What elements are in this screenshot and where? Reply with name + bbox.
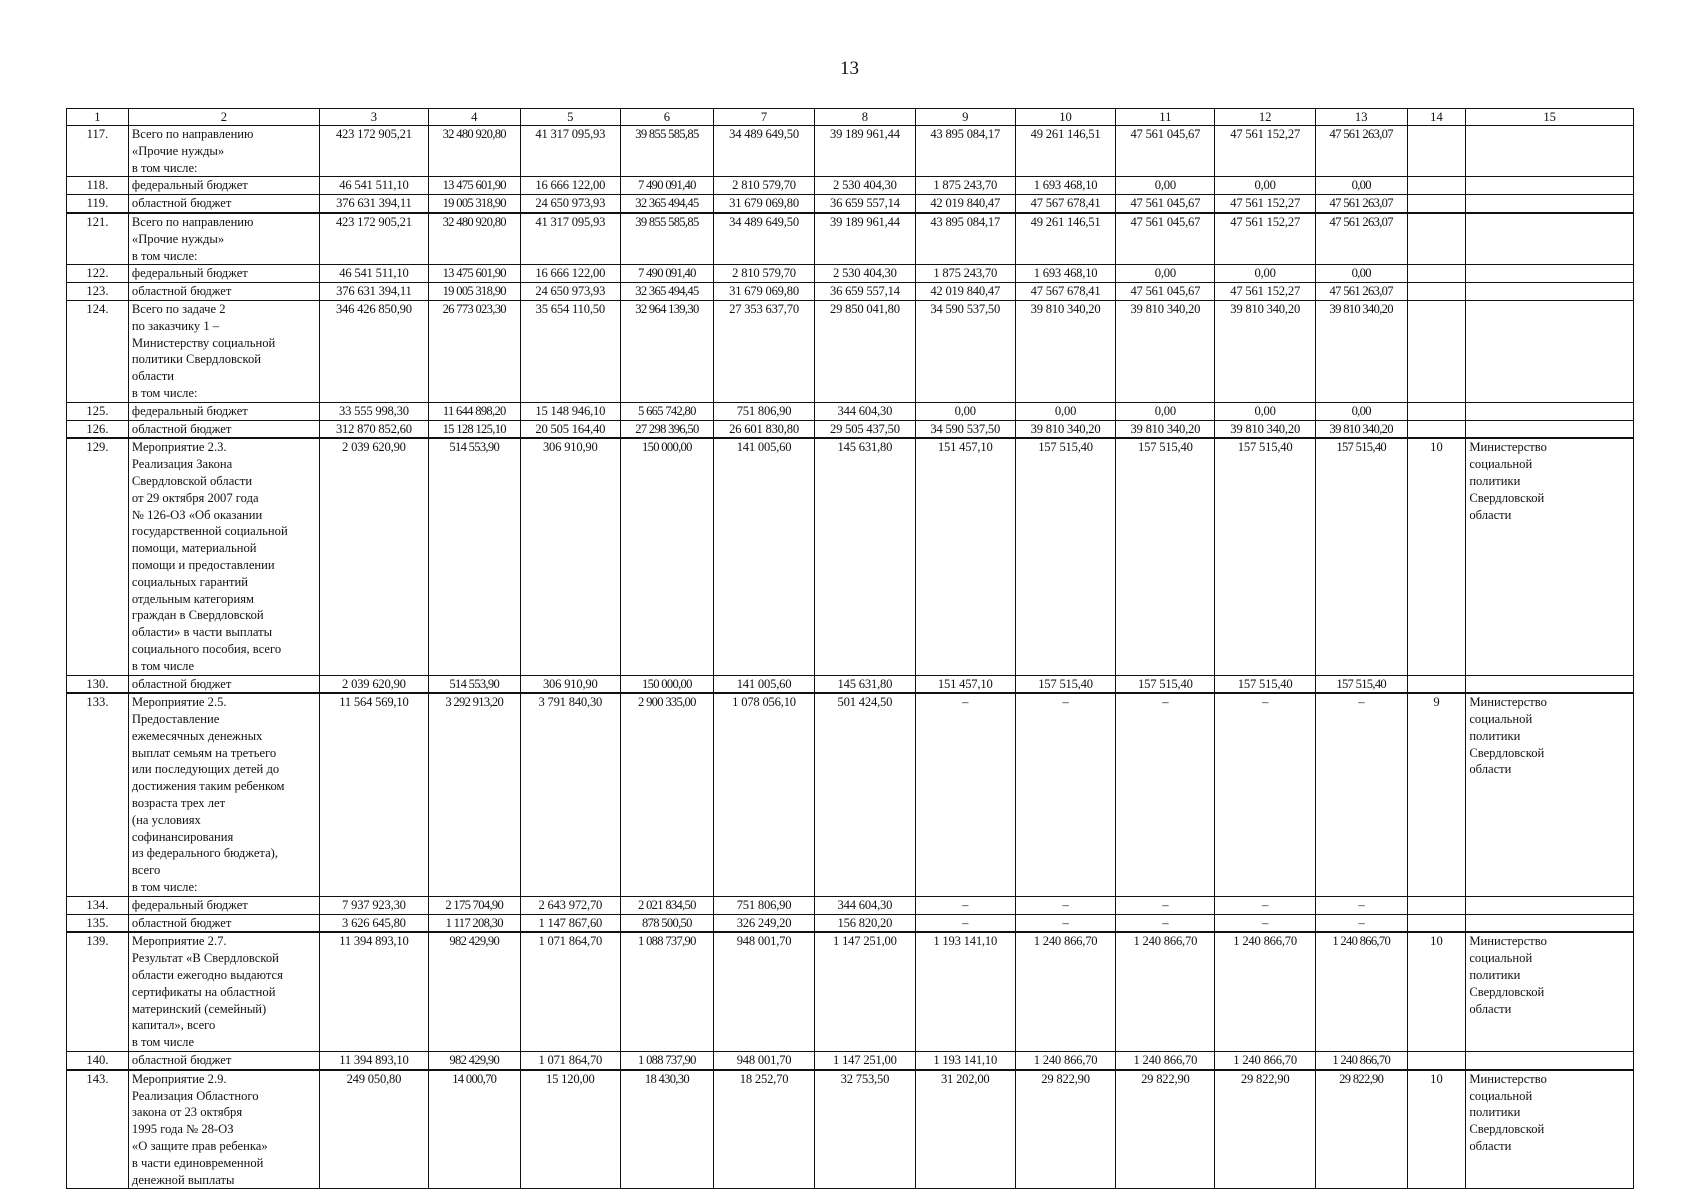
value-cell-col-8: 501 424,50	[815, 693, 915, 896]
target-indicator-cell: 10	[1407, 438, 1466, 675]
value-cell-col-10: –	[1015, 896, 1115, 914]
value-cell-col-7: 751 806,90	[713, 896, 814, 914]
value-cell-col-5: 3 791 840,30	[520, 693, 620, 896]
table-body	[67, 126, 1634, 1189]
value-cell-col-13: 47 561 263,07	[1315, 283, 1407, 301]
row-number-cell: 139.	[67, 932, 129, 1051]
value-cell-col-12: 1 240 866,70	[1215, 1052, 1315, 1070]
value-cell-col-12: –	[1215, 693, 1315, 896]
value-cell-col-12: 47 561 152,27	[1215, 213, 1315, 265]
value-cell-col-9: –	[915, 896, 1015, 914]
row-name-cell: Мероприятие 2.5. Предоставление ежемесячных денежных выплат семьям на третьего или последующих детей до достижения таким ребенком возраста трех лет (на условиях софинансирования из федерального бюджета), всего в том числе:	[128, 693, 319, 896]
responsible-executor-cell	[1466, 195, 1634, 213]
value-cell-col-11: –	[1116, 896, 1215, 914]
table-row	[67, 265, 1634, 283]
value-cell-col-10: 0,00	[1015, 402, 1115, 420]
value-cell-col-10: 47 567 678,41	[1015, 283, 1115, 301]
row-number-cell: 117.	[67, 126, 129, 177]
column-header-5: 5	[520, 109, 620, 126]
value-cell-col-12: 39 810 340,20	[1215, 300, 1315, 402]
value-cell-col-6: 7 490 091,40	[620, 265, 713, 283]
value-cell-col-13: 29 822,90	[1315, 1070, 1407, 1189]
column-header-8: 8	[815, 109, 915, 126]
value-cell-col-6: 32 365 494,45	[620, 195, 713, 213]
row-number-cell: 140.	[67, 1052, 129, 1070]
value-cell-col-4: 13 475 601,90	[428, 265, 520, 283]
value-cell-col-8: 1 147 251,00	[815, 932, 915, 1051]
value-cell-col-8: 145 631,80	[815, 438, 915, 675]
column-header-3: 3	[319, 109, 428, 126]
value-cell-col-6: 32 365 494,45	[620, 283, 713, 301]
target-indicator-cell: 10	[1407, 1070, 1466, 1189]
budget-table	[66, 108, 1634, 1189]
value-cell-col-8: 156 820,20	[815, 914, 915, 932]
value-cell-col-3: 33 555 998,30	[319, 402, 428, 420]
row-number-cell: 122.	[67, 265, 129, 283]
value-cell-col-7: 948 001,70	[713, 1052, 814, 1070]
value-cell-col-12: 47 561 152,27	[1215, 126, 1315, 177]
column-header-14: 14	[1407, 109, 1466, 126]
row-name-cell: Всего по направлению «Прочие нужды» в том числе:	[128, 213, 319, 265]
target-indicator-cell	[1407, 195, 1466, 213]
value-cell-col-12: 0,00	[1215, 177, 1315, 195]
row-number-cell: 143.	[67, 1070, 129, 1189]
row-number-cell: 135.	[67, 914, 129, 932]
column-header-4: 4	[428, 109, 520, 126]
value-cell-col-11: 0,00	[1116, 265, 1215, 283]
value-cell-col-13: 157 515,40	[1315, 438, 1407, 675]
value-cell-col-12: –	[1215, 914, 1315, 932]
row-number-cell: 133.	[67, 693, 129, 896]
value-cell-col-3: 11 394 893,10	[319, 932, 428, 1051]
value-cell-col-13: –	[1315, 693, 1407, 896]
value-cell-col-7: 1 078 056,10	[713, 693, 814, 896]
row-number-cell: 119.	[67, 195, 129, 213]
value-cell-col-8: 344 604,30	[815, 402, 915, 420]
row-name-cell: федеральный бюджет	[128, 402, 319, 420]
table-row	[67, 283, 1634, 301]
value-cell-col-3: 46 541 511,10	[319, 265, 428, 283]
value-cell-col-7: 34 489 649,50	[713, 126, 814, 177]
target-indicator-cell	[1407, 896, 1466, 914]
responsible-executor-cell	[1466, 914, 1634, 932]
value-cell-col-13: 1 240 866,70	[1315, 932, 1407, 1051]
value-cell-col-13: 1 240 866,70	[1315, 1052, 1407, 1070]
value-cell-col-13: –	[1315, 896, 1407, 914]
value-cell-col-5: 2 643 972,70	[520, 896, 620, 914]
value-cell-col-11: 39 810 340,20	[1116, 300, 1215, 402]
value-cell-col-6: 2 900 335,00	[620, 693, 713, 896]
value-cell-col-4: 19 005 318,90	[428, 195, 520, 213]
row-number-cell: 123.	[67, 283, 129, 301]
value-cell-col-10: 1 240 866,70	[1015, 1052, 1115, 1070]
column-header-2: 2	[128, 109, 319, 126]
table-row	[67, 675, 1634, 693]
row-name-cell: федеральный бюджет	[128, 896, 319, 914]
value-cell-col-4: 32 480 920,80	[428, 213, 520, 265]
value-cell-col-8: 36 659 557,14	[815, 283, 915, 301]
value-cell-col-13: 39 810 340,20	[1315, 300, 1407, 402]
value-cell-col-8: 344 604,30	[815, 896, 915, 914]
value-cell-col-7: 2 810 579,70	[713, 265, 814, 283]
value-cell-col-3: 376 631 394,11	[319, 283, 428, 301]
value-cell-col-8: 1 147 251,00	[815, 1052, 915, 1070]
value-cell-col-4: 19 005 318,90	[428, 283, 520, 301]
value-cell-col-4: 982 429,90	[428, 1052, 520, 1070]
value-cell-col-13: 47 561 263,07	[1315, 195, 1407, 213]
value-cell-col-11: 47 561 045,67	[1116, 213, 1215, 265]
value-cell-col-6: 1 088 737,90	[620, 1052, 713, 1070]
value-cell-col-10: –	[1015, 693, 1115, 896]
column-header-13: 13	[1315, 109, 1407, 126]
row-name-cell: Всего по направлению «Прочие нужды» в том числе:	[128, 126, 319, 177]
row-name-cell: Мероприятие 2.3. Реализация Закона Свердловской области от 29 октября 2007 года № 126-ОЗ «Об оказании государственной социальной помощи, материальной помощи и предоставлении социальных гарантий отдельным категориям граждан в Свердловской области» в части выплаты социального пособия, всего в том числе	[128, 438, 319, 675]
responsible-executor-cell	[1466, 300, 1634, 402]
value-cell-col-13: –	[1315, 914, 1407, 932]
value-cell-col-6: 1 088 737,90	[620, 932, 713, 1051]
row-name-cell: областной бюджет	[128, 1052, 319, 1070]
value-cell-col-10: 39 810 340,20	[1015, 300, 1115, 402]
value-cell-col-11: 47 561 045,67	[1116, 283, 1215, 301]
column-header-7: 7	[713, 109, 814, 126]
column-header-1: 1	[67, 109, 129, 126]
row-number-cell: 125.	[67, 402, 129, 420]
value-cell-col-5: 306 910,90	[520, 675, 620, 693]
row-number-cell: 134.	[67, 896, 129, 914]
value-cell-col-10: 39 810 340,20	[1015, 420, 1115, 438]
column-number-row	[67, 109, 1634, 126]
value-cell-col-3: 2 039 620,90	[319, 675, 428, 693]
row-name-cell: Мероприятие 2.7. Результат «В Свердловской области ежегодно выдаются сертификаты на областной материнский (семейный) капитал», всего в том числе	[128, 932, 319, 1051]
value-cell-col-10: 29 822,90	[1015, 1070, 1115, 1189]
value-cell-col-3: 423 172 905,21	[319, 126, 428, 177]
table-row	[67, 693, 1634, 896]
responsible-executor-cell	[1466, 265, 1634, 283]
value-cell-col-3: 11 564 569,10	[319, 693, 428, 896]
value-cell-col-7: 31 679 069,80	[713, 195, 814, 213]
row-name-cell: областной бюджет	[128, 914, 319, 932]
target-indicator-cell	[1407, 213, 1466, 265]
target-indicator-cell	[1407, 126, 1466, 177]
value-cell-col-5: 20 505 164,40	[520, 420, 620, 438]
row-name-cell: федеральный бюджет	[128, 177, 319, 195]
value-cell-col-13: 0,00	[1315, 402, 1407, 420]
value-cell-col-9: –	[915, 914, 1015, 932]
value-cell-col-9: 0,00	[915, 402, 1015, 420]
row-number-cell: 130.	[67, 675, 129, 693]
value-cell-col-8: 145 631,80	[815, 675, 915, 693]
value-cell-col-11: 47 561 045,67	[1116, 195, 1215, 213]
value-cell-col-5: 1 071 864,70	[520, 932, 620, 1051]
row-number-cell: 118.	[67, 177, 129, 195]
value-cell-col-4: 13 475 601,90	[428, 177, 520, 195]
row-name-cell: федеральный бюджет	[128, 265, 319, 283]
value-cell-col-7: 141 005,60	[713, 675, 814, 693]
value-cell-col-9: 151 457,10	[915, 438, 1015, 675]
responsible-executor-cell	[1466, 177, 1634, 195]
value-cell-col-6: 878 500,50	[620, 914, 713, 932]
value-cell-col-9: 43 895 084,17	[915, 126, 1015, 177]
value-cell-col-13: 47 561 263,07	[1315, 126, 1407, 177]
value-cell-col-6: 39 855 585,85	[620, 126, 713, 177]
value-cell-col-4: 2 175 704,90	[428, 896, 520, 914]
value-cell-col-4: 3 292 913,20	[428, 693, 520, 896]
responsible-executor-cell	[1466, 675, 1634, 693]
value-cell-col-8: 2 530 404,30	[815, 177, 915, 195]
budget-table-container	[66, 108, 1634, 1189]
value-cell-col-11: 29 822,90	[1116, 1070, 1215, 1189]
value-cell-col-4: 32 480 920,80	[428, 126, 520, 177]
row-number-cell: 121.	[67, 213, 129, 265]
value-cell-col-3: 2 039 620,90	[319, 438, 428, 675]
target-indicator-cell	[1407, 914, 1466, 932]
value-cell-col-5: 16 666 122,00	[520, 177, 620, 195]
value-cell-col-10: 157 515,40	[1015, 438, 1115, 675]
value-cell-col-4: 11 644 898,20	[428, 402, 520, 420]
value-cell-col-6: 150 000,00	[620, 438, 713, 675]
value-cell-col-12: 29 822,90	[1215, 1070, 1315, 1189]
value-cell-col-4: 1 117 208,30	[428, 914, 520, 932]
value-cell-col-13: 0,00	[1315, 265, 1407, 283]
table-row	[67, 402, 1634, 420]
value-cell-col-7: 34 489 649,50	[713, 213, 814, 265]
value-cell-col-11: 157 515,40	[1116, 675, 1215, 693]
row-name-cell: областной бюджет	[128, 420, 319, 438]
responsible-executor-cell: Министерство социальной политики Свердловской области	[1466, 932, 1634, 1051]
value-cell-col-3: 11 394 893,10	[319, 1052, 428, 1070]
value-cell-col-13: 47 561 263,07	[1315, 213, 1407, 265]
value-cell-col-7: 751 806,90	[713, 402, 814, 420]
value-cell-col-3: 423 172 905,21	[319, 213, 428, 265]
value-cell-col-8: 2 530 404,30	[815, 265, 915, 283]
value-cell-col-9: 1 875 243,70	[915, 177, 1015, 195]
value-cell-col-9: 1 875 243,70	[915, 265, 1015, 283]
value-cell-col-12: 47 561 152,27	[1215, 283, 1315, 301]
value-cell-col-10: 49 261 146,51	[1015, 213, 1115, 265]
value-cell-col-11: 0,00	[1116, 402, 1215, 420]
value-cell-col-3: 249 050,80	[319, 1070, 428, 1189]
value-cell-col-5: 1 071 864,70	[520, 1052, 620, 1070]
value-cell-col-13: 39 810 340,20	[1315, 420, 1407, 438]
value-cell-col-8: 29 850 041,80	[815, 300, 915, 402]
table-row	[67, 420, 1634, 438]
value-cell-col-4: 15 128 125,10	[428, 420, 520, 438]
value-cell-col-11: 157 515,40	[1116, 438, 1215, 675]
value-cell-col-11: –	[1116, 693, 1215, 896]
table-row	[67, 438, 1634, 675]
value-cell-col-12: 157 515,40	[1215, 438, 1315, 675]
value-cell-col-4: 26 773 023,30	[428, 300, 520, 402]
value-cell-col-10: 157 515,40	[1015, 675, 1115, 693]
value-cell-col-9: 43 895 084,17	[915, 213, 1015, 265]
responsible-executor-cell	[1466, 402, 1634, 420]
value-cell-col-9: 42 019 840,47	[915, 195, 1015, 213]
row-name-cell: Мероприятие 2.9. Реализация Областного закона от 23 октября 1995 года № 28-ОЗ «О защите прав ребенка» в части единовременной денежной выплаты	[128, 1070, 319, 1189]
responsible-executor-cell	[1466, 283, 1634, 301]
value-cell-col-11: 0,00	[1116, 177, 1215, 195]
table-row	[67, 300, 1634, 402]
column-header-15: 15	[1466, 109, 1634, 126]
column-header-12: 12	[1215, 109, 1315, 126]
value-cell-col-5: 41 317 095,93	[520, 126, 620, 177]
value-cell-col-12: 39 810 340,20	[1215, 420, 1315, 438]
value-cell-col-8: 39 189 961,44	[815, 126, 915, 177]
table-row	[67, 213, 1634, 265]
value-cell-col-3: 346 426 850,90	[319, 300, 428, 402]
value-cell-col-3: 3 626 645,80	[319, 914, 428, 932]
value-cell-col-9: 34 590 537,50	[915, 300, 1015, 402]
responsible-executor-cell	[1466, 126, 1634, 177]
column-header-10: 10	[1015, 109, 1115, 126]
target-indicator-cell	[1407, 265, 1466, 283]
value-cell-col-6: 32 964 139,30	[620, 300, 713, 402]
value-cell-col-9: 1 193 141,10	[915, 1052, 1015, 1070]
value-cell-col-11: 39 810 340,20	[1116, 420, 1215, 438]
value-cell-col-12: 157 515,40	[1215, 675, 1315, 693]
value-cell-col-6: 150 000,00	[620, 675, 713, 693]
table-row	[67, 1052, 1634, 1070]
column-header-9: 9	[915, 109, 1015, 126]
value-cell-col-12: 1 240 866,70	[1215, 932, 1315, 1051]
value-cell-col-10: 49 261 146,51	[1015, 126, 1115, 177]
row-name-cell: областной бюджет	[128, 195, 319, 213]
value-cell-col-7: 18 252,70	[713, 1070, 814, 1189]
value-cell-col-12: 0,00	[1215, 265, 1315, 283]
value-cell-col-9: 42 019 840,47	[915, 283, 1015, 301]
value-cell-col-7: 26 601 830,80	[713, 420, 814, 438]
responsible-executor-cell	[1466, 420, 1634, 438]
value-cell-col-11: –	[1116, 914, 1215, 932]
value-cell-col-6: 5 665 742,80	[620, 402, 713, 420]
value-cell-col-6: 18 430,30	[620, 1070, 713, 1189]
value-cell-col-5: 15 148 946,10	[520, 402, 620, 420]
table-row	[67, 896, 1634, 914]
table-row	[67, 126, 1634, 177]
value-cell-col-8: 36 659 557,14	[815, 195, 915, 213]
value-cell-col-4: 14 000,70	[428, 1070, 520, 1189]
value-cell-col-3: 376 631 394,11	[319, 195, 428, 213]
value-cell-col-7: 27 353 637,70	[713, 300, 814, 402]
column-header-11: 11	[1116, 109, 1215, 126]
value-cell-col-5: 24 650 973,93	[520, 195, 620, 213]
value-cell-col-5: 1 147 867,60	[520, 914, 620, 932]
value-cell-col-4: 514 553,90	[428, 675, 520, 693]
value-cell-col-9: 1 193 141,10	[915, 932, 1015, 1051]
value-cell-col-4: 514 553,90	[428, 438, 520, 675]
value-cell-col-7: 948 001,70	[713, 932, 814, 1051]
value-cell-col-3: 312 870 852,60	[319, 420, 428, 438]
value-cell-col-11: 1 240 866,70	[1116, 932, 1215, 1051]
value-cell-col-12: 0,00	[1215, 402, 1315, 420]
responsible-executor-cell: Министерство социальной политики Свердловской области	[1466, 438, 1634, 675]
page-number: 13	[840, 58, 859, 79]
value-cell-col-8: 29 505 437,50	[815, 420, 915, 438]
target-indicator-cell	[1407, 283, 1466, 301]
value-cell-col-6: 39 855 585,85	[620, 213, 713, 265]
value-cell-col-7: 31 679 069,80	[713, 283, 814, 301]
row-name-cell: областной бюджет	[128, 283, 319, 301]
target-indicator-cell	[1407, 300, 1466, 402]
value-cell-col-8: 39 189 961,44	[815, 213, 915, 265]
table-row	[67, 177, 1634, 195]
value-cell-col-7: 2 810 579,70	[713, 177, 814, 195]
responsible-executor-cell: Министерство социальной политики Свердловской области	[1466, 1070, 1634, 1189]
value-cell-col-5: 35 654 110,50	[520, 300, 620, 402]
value-cell-col-7: 141 005,60	[713, 438, 814, 675]
table-row	[67, 195, 1634, 213]
value-cell-col-6: 27 298 396,50	[620, 420, 713, 438]
responsible-executor-cell: Министерство социальной политики Свердловской области	[1466, 693, 1634, 896]
table-row	[67, 914, 1634, 932]
target-indicator-cell	[1407, 675, 1466, 693]
row-number-cell: 126.	[67, 420, 129, 438]
target-indicator-cell	[1407, 420, 1466, 438]
table-row	[67, 932, 1634, 1051]
value-cell-col-10: 1 693 468,10	[1015, 177, 1115, 195]
value-cell-col-5: 16 666 122,00	[520, 265, 620, 283]
row-name-cell: областной бюджет	[128, 675, 319, 693]
responsible-executor-cell	[1466, 896, 1634, 914]
responsible-executor-cell	[1466, 1052, 1634, 1070]
value-cell-col-12: –	[1215, 896, 1315, 914]
value-cell-col-10: 1 240 866,70	[1015, 932, 1115, 1051]
value-cell-col-11: 1 240 866,70	[1116, 1052, 1215, 1070]
column-header-6: 6	[620, 109, 713, 126]
target-indicator-cell	[1407, 177, 1466, 195]
value-cell-col-10: –	[1015, 914, 1115, 932]
responsible-executor-cell	[1466, 213, 1634, 265]
value-cell-col-10: 1 693 468,10	[1015, 265, 1115, 283]
value-cell-col-4: 982 429,90	[428, 932, 520, 1051]
value-cell-col-11: 47 561 045,67	[1116, 126, 1215, 177]
row-name-cell: Всего по задаче 2 по заказчику 1 – Министерству социальной политики Свердловской области в том числе:	[128, 300, 319, 402]
value-cell-col-13: 157 515,40	[1315, 675, 1407, 693]
row-number-cell: 124.	[67, 300, 129, 402]
value-cell-col-9: 34 590 537,50	[915, 420, 1015, 438]
value-cell-col-12: 47 561 152,27	[1215, 195, 1315, 213]
value-cell-col-9: 151 457,10	[915, 675, 1015, 693]
value-cell-col-3: 46 541 511,10	[319, 177, 428, 195]
value-cell-col-9: 31 202,00	[915, 1070, 1015, 1189]
value-cell-col-9: –	[915, 693, 1015, 896]
value-cell-col-6: 2 021 834,50	[620, 896, 713, 914]
row-number-cell: 129.	[67, 438, 129, 675]
value-cell-col-7: 326 249,20	[713, 914, 814, 932]
value-cell-col-13: 0,00	[1315, 177, 1407, 195]
table-row	[67, 1070, 1634, 1189]
value-cell-col-5: 306 910,90	[520, 438, 620, 675]
value-cell-col-5: 41 317 095,93	[520, 213, 620, 265]
value-cell-col-5: 15 120,00	[520, 1070, 620, 1189]
value-cell-col-5: 24 650 973,93	[520, 283, 620, 301]
value-cell-col-3: 7 937 923,30	[319, 896, 428, 914]
value-cell-col-10: 47 567 678,41	[1015, 195, 1115, 213]
target-indicator-cell: 9	[1407, 693, 1466, 896]
target-indicator-cell	[1407, 402, 1466, 420]
target-indicator-cell	[1407, 1052, 1466, 1070]
value-cell-col-8: 32 753,50	[815, 1070, 915, 1189]
value-cell-col-6: 7 490 091,40	[620, 177, 713, 195]
target-indicator-cell: 10	[1407, 932, 1466, 1051]
